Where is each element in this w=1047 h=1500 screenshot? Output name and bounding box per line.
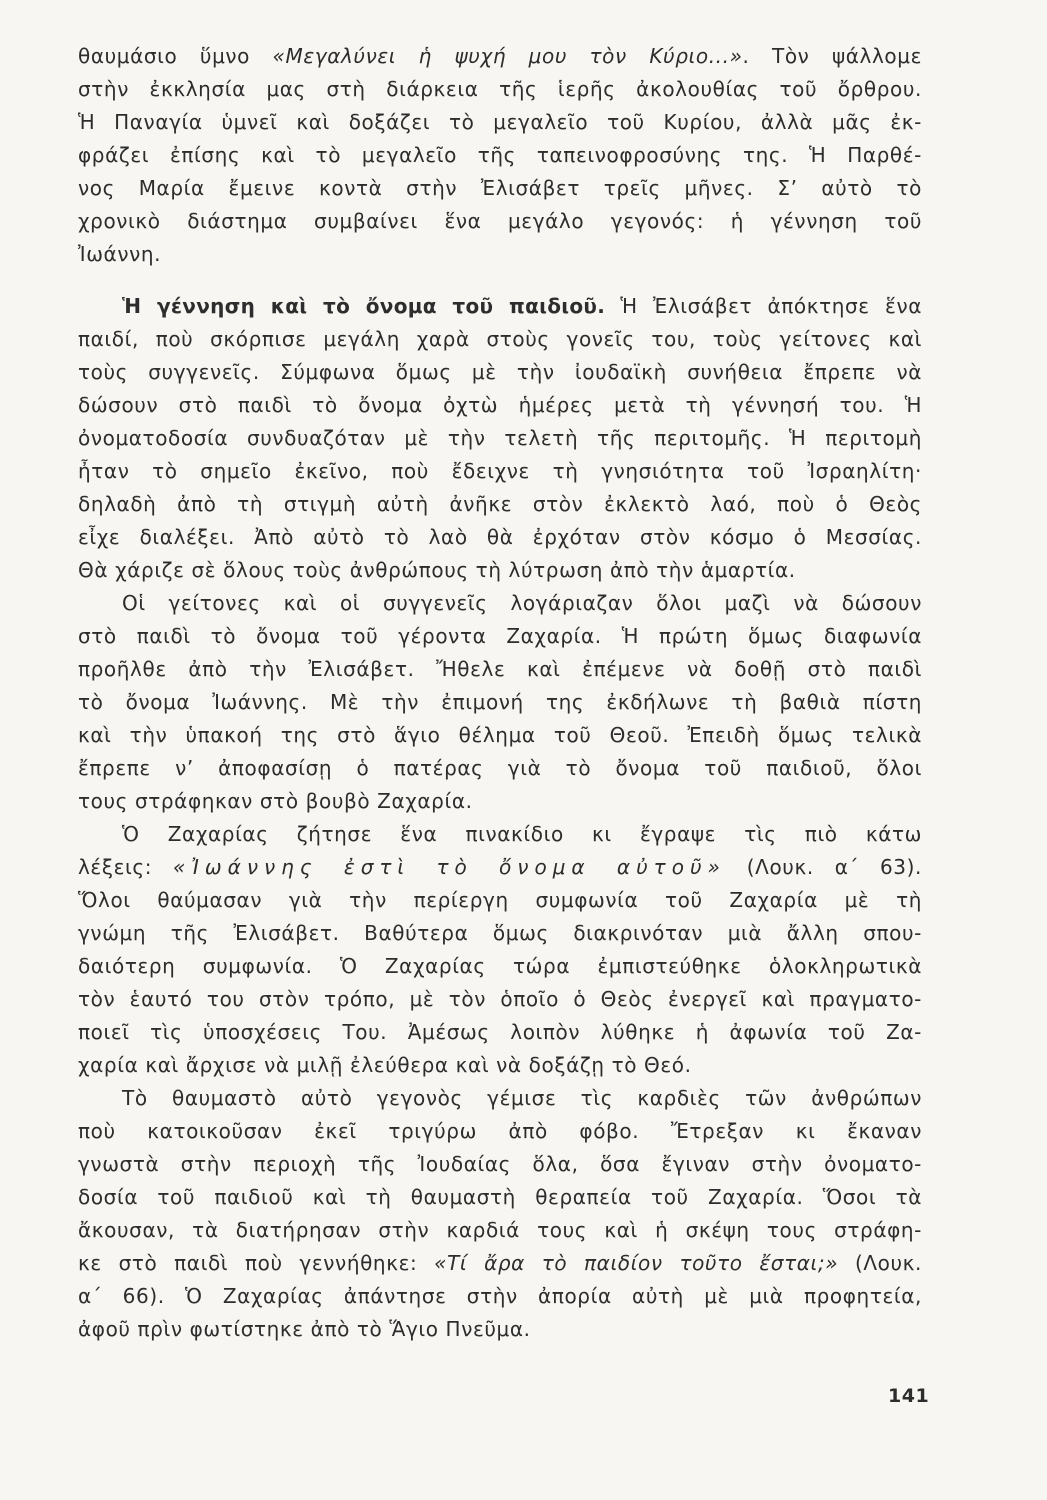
text-line: τὸ ὄνομα Ἰωάννης. Μὲ τὴν ἐπιμονή της ἐκδήλωνε τὴ βαθιὰ πίστη — [78, 690, 922, 714]
gospel-quote: «Ἰωάννης ἐστὶ τὸ ὄνομα αὐτοῦ» — [172, 855, 726, 879]
text-line: λέξεις: «Ἰωάννης ἐστὶ τὸ ὄνομα αὐτοῦ» (Λουκ. α΄ 63). — [78, 855, 922, 879]
section-heading: Ἡ γέννηση καὶ τὸ ὄνομα τοῦ παιδιοῦ. — [122, 294, 606, 318]
text-line: στὸ παιδὶ τὸ ὄνομα τοῦ γέροντα Ζαχαρία. Ἡ πρώτη ὅμως διαφωνία — [78, 624, 922, 648]
hymn-quote: «Μεγαλύνει ἡ ψυχή μου τὸν Κύριο...» — [272, 44, 743, 68]
text-line: χρονικὸ διάστημα συμβαίνει ἕνα μεγάλο γεγονός: ἡ γέννηση τοῦ — [78, 209, 922, 233]
text-line: ἀφοῦ πρὶν φωτίστηκε ἀπὸ τὸ Ἅγιο Πνεῦμα. — [78, 1317, 531, 1341]
text-line: στὴν ἐκκλησία μας στὴ διάρκεια τῆς ἱερῆς ἀκολουθίας τοῦ ὄρθρου. — [78, 77, 922, 101]
text-line: ποιεῖ τὶς ὑποσχέσεις Του. Ἀμέσως λοιπὸν λύθηκε ἡ ἀφωνία τοῦ Ζα- — [78, 1020, 922, 1044]
text-line: α΄ 66). Ὁ Ζαχαρίας ἀπάντησε στὴν ἀπορία αὐτὴ μὲ μιὰ προφητεία, — [78, 1284, 922, 1308]
text-line: χαρία καὶ ἄρχισε νὰ μιλῇ ἐλεύθερα καὶ νὰ δοξάζῃ τὸ Θεό. — [78, 1053, 692, 1077]
text-line: Θὰ χάριζε σὲ ὅλους τοὺς ἀνθρώπους τὴ λύτρωση ἀπὸ τὴν ἁμαρτία. — [78, 558, 796, 582]
text-line: δαιότερη συμφωνία. Ὁ Ζαχαρίας τώρα ἐμπιστεύθηκε ὁλοκληρωτικὰ — [78, 954, 922, 978]
text-line: τους στράφηκαν στὸ βουβὸ Ζαχαρία. — [78, 789, 473, 813]
text-line: προῆλθε ἀπὸ τὴν Ἐλισάβετ. Ἤθελε καὶ ἐπέμενε νὰ δοθῇ στὸ παιδὶ — [78, 657, 922, 681]
text-line: Ὁ Ζαχαρίας ζήτησε ἕνα πινακίδιο κι ἔγραψε τὶς πιὸ κάτω — [122, 822, 922, 846]
text-line: φράζει ἐπίσης καὶ τὸ μεγαλεῖο τῆς ταπεινοφροσύνης της. Ἡ Παρθέ- — [78, 143, 922, 167]
text-line: εἶχε διαλέξει. Ἀπὸ αὐτὸ τὸ λαὸ θὰ ἐρχόταν στὸν κόσμο ὁ Μεσσίας. — [78, 525, 922, 549]
text-line: καὶ τὴν ὑπακοή της στὸ ἅγιο θέλημα τοῦ Θεοῦ. Ἐπειδὴ ὅμως τελικὰ — [78, 723, 922, 747]
text-line: γνώμη τῆς Ἐλισάβετ. Βαθύτερα ὅμως διακρινόταν μιὰ ἄλλη σπου- — [78, 921, 922, 945]
text-line: ἄκουσαν, τὰ διατήρησαν στὴν καρδιά τους καὶ ἡ σκέψη τους στράφη- — [78, 1218, 922, 1242]
text-line: παιδί, ποὺ σκόρπισε μεγάλη χαρὰ στοὺς γονεῖς του, τοὺς γείτονες καὶ — [78, 327, 922, 351]
text-line: Ὅλοι θαύμασαν γιὰ τὴν περίεργη συμφωνία τοῦ Ζαχαρία μὲ τὴ — [78, 888, 922, 912]
text-line: Τὸ θαυμαστὸ αὐτὸ γεγονὸς γέμισε τὶς καρδιὲς τῶν ἀνθρώπων — [122, 1086, 922, 1110]
gospel-quote: «Τί ἄρα τὸ παιδίον τοῦτο ἔσται;» — [434, 1251, 839, 1275]
text-line: Ἡ γέννηση καὶ τὸ ὄνομα τοῦ παιδιοῦ. Ἡ Ἐλισάβετ ἀπόκτησε ἕνα — [122, 294, 922, 318]
text-line: ἦταν τὸ σημεῖο ἐκεῖνο, ποὺ ἔδειχνε τὴ γνησιότητα τοῦ Ἰσραηλίτη· — [78, 459, 922, 483]
text-line: Οἱ γείτονες καὶ οἱ συγγενεῖς λογάριαζαν ὅλοι μαζὶ νὰ δώσουν — [122, 591, 922, 615]
text-line: δηλαδὴ ἀπὸ τὴ στιγμὴ αὐτὴ ἀνῆκε στὸν ἐκλεκτὸ λαό, ποὺ ὁ Θεὸς — [78, 492, 922, 516]
text-line: νος Μαρία ἔμεινε κοντὰ στὴν Ἐλισάβετ τρεῖς μῆνες. Σ’ αὐτὸ τὸ — [78, 176, 922, 200]
text-line: Ἡ Παναγία ὑμνεῖ καὶ δοξάζει τὸ μεγαλεῖο τοῦ Κυρίου, ἀλλὰ μᾶς ἐκ- — [78, 110, 922, 134]
text-line: ἔπρεπε ν’ ἀποφασίσῃ ὁ πατέρας γιὰ τὸ ὄνομα τοῦ παιδιοῦ, ὅλοι — [78, 756, 922, 780]
text-line: δώσουν στὸ παιδὶ τὸ ὄνομα ὀχτὼ ἡμέρες μετὰ τὴ γέννησή του. Ἡ — [78, 393, 922, 417]
text-line: τοὺς συγγενεῖς. Σύμφωνα ὅμως μὲ τὴν ἰουδαϊκὴ συνήθεια ἔπρεπε νὰ — [78, 360, 922, 384]
body-text — [78, 40, 922, 1346]
text-line: τὸν ἑαυτό του στὸν τρόπο, μὲ τὸν ὁποῖο ὁ Θεὸς ἐνεργεῖ καὶ πραγματο- — [78, 987, 922, 1011]
page-number: 141 — [888, 1385, 930, 1407]
text-line: Ἰωάννη. — [78, 242, 162, 266]
text-line: θαυμάσιο ὕμνο «Μεγαλύνει ἡ ψυχή μου τὸν Κύριο...». Τὸν ψάλλομε — [78, 44, 922, 68]
text-line: κε στὸ παιδὶ ποὺ γεννήθηκε: «Τί ἄρα τὸ παιδίον τοῦτο ἔσται;» (Λουκ. — [78, 1251, 922, 1275]
text-line: γνωστὰ στὴν περιοχὴ τῆς Ἰουδαίας ὅλα, ὅσα ἔγιναν στὴν ὀνοματο- — [78, 1152, 922, 1176]
text-line: ὀνοματοδοσία συνδυαζόταν μὲ τὴν τελετὴ τῆς περιτομῆς. Ἡ περιτομὴ — [78, 426, 922, 450]
text-line: δοσία τοῦ παιδιοῦ καὶ τὴ θαυμαστὴ θεραπεία τοῦ Ζαχαρία. Ὅσοι τὰ — [78, 1185, 922, 1209]
text-line: ποὺ κατοικοῦσαν ἐκεῖ τριγύρω ἀπὸ φόβο. Ἔτρεξαν κι ἔκαναν — [78, 1119, 922, 1143]
